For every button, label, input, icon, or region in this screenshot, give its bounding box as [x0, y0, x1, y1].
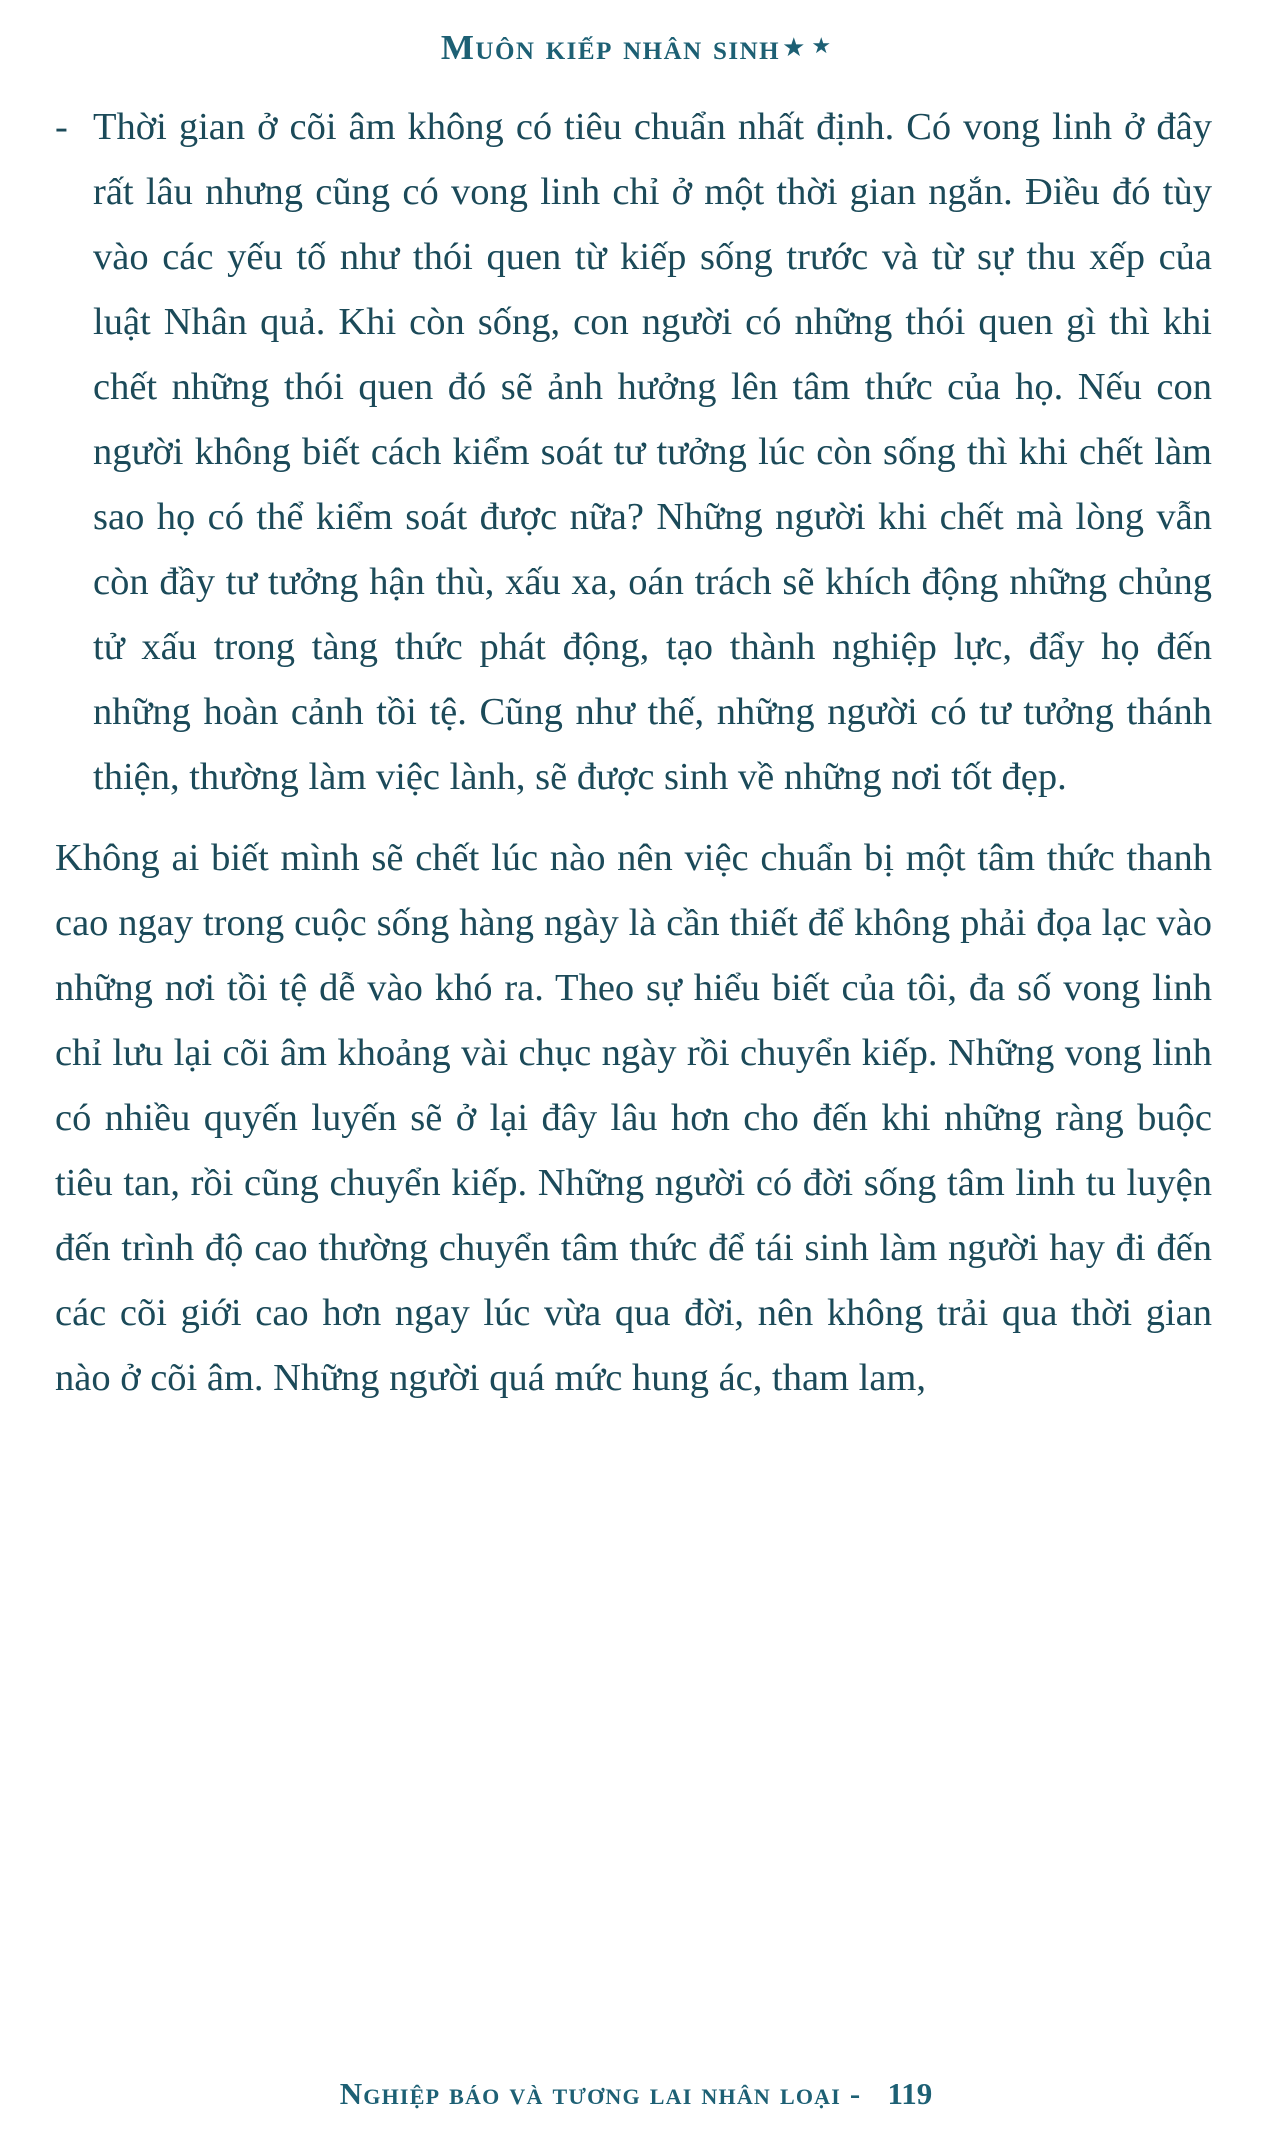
paragraph-text: Thời gian ở cõi âm không có tiêu chuẩn nhất định. Có vong linh ở đây rất lâu nhưng cũng có vong linh chỉ ở một thời gian ngắn. Điều đó tùy vào các yếu tố như thói quen từ kiếp sống trước và từ sự thu xếp của luật Nhân quả. Khi còn sống, con người có những thói quen gì thì khi chết những thói quen đó sẽ ảnh hưởng lên tâm thức của họ. Nếu con người không biết cách kiểm soát tư tưởng lúc còn sống thì khi chết làm sao họ có thể kiểm soát được nữa? Những người khi chết mà lòng vẫn còn đầy tư tưởng hận thù, xấu xa, oán trách sẽ khích động những chủng tử xấu trong tàng thức phát động, tạo thành nghiệp lực, đẩy họ đến những hoàn cảnh tồi tệ. Cũng như thế, những người có tư tưởng thánh thiện, thường làm việc lành, sẽ được sinh về những nơi tốt đẹp. [93, 106, 1212, 798]
page-content [0, 95, 1272, 2039]
book-title: Muôn kiếp nhân sinh [440, 27, 781, 67]
star-icon-2: ★ [811, 32, 832, 58]
running-head-inner [441, 28, 831, 68]
bullet-row [55, 95, 1212, 810]
chapter-title: Nghiệp báo và tương lai nhân loại - [339, 2076, 862, 2111]
star-icon-1: ★ [782, 32, 806, 62]
paragraph-2: Không ai biết mình sẽ chết lúc nào nên việc chuẩn bị một tâm thức thanh cao ngay trong cuộc sống hàng ngày là cần thiết để không phải đọa lạc vào những nơi tồi tệ dễ vào khó ra. Theo sự hiểu biết của tôi, đa số vong linh chỉ lưu lại cõi âm khoảng vài chục ngày rồi chuyển kiếp. Những vong linh có nhiều quyến luyến sẽ ở lại đây lâu hơn cho đến khi những ràng buộc tiêu tan, rồi cũng chuyển kiếp. Những người có đời sống tâm linh tu luyện đến trình độ cao thường chuyển tâm thức để tái sinh làm người hay đi đến các cõi giới cao hơn ngay lúc vừa qua đời, nên không trải qua thời gian nào ở cõi âm. Những người quá mức hung ác, tham lam, [55, 837, 1212, 1399]
running-head [0, 0, 1272, 95]
page-footer [0, 2039, 1272, 2149]
bullet-marker: - [55, 106, 68, 148]
paragraph-bullet [55, 95, 1212, 810]
page-number: 119 [887, 2076, 933, 2111]
